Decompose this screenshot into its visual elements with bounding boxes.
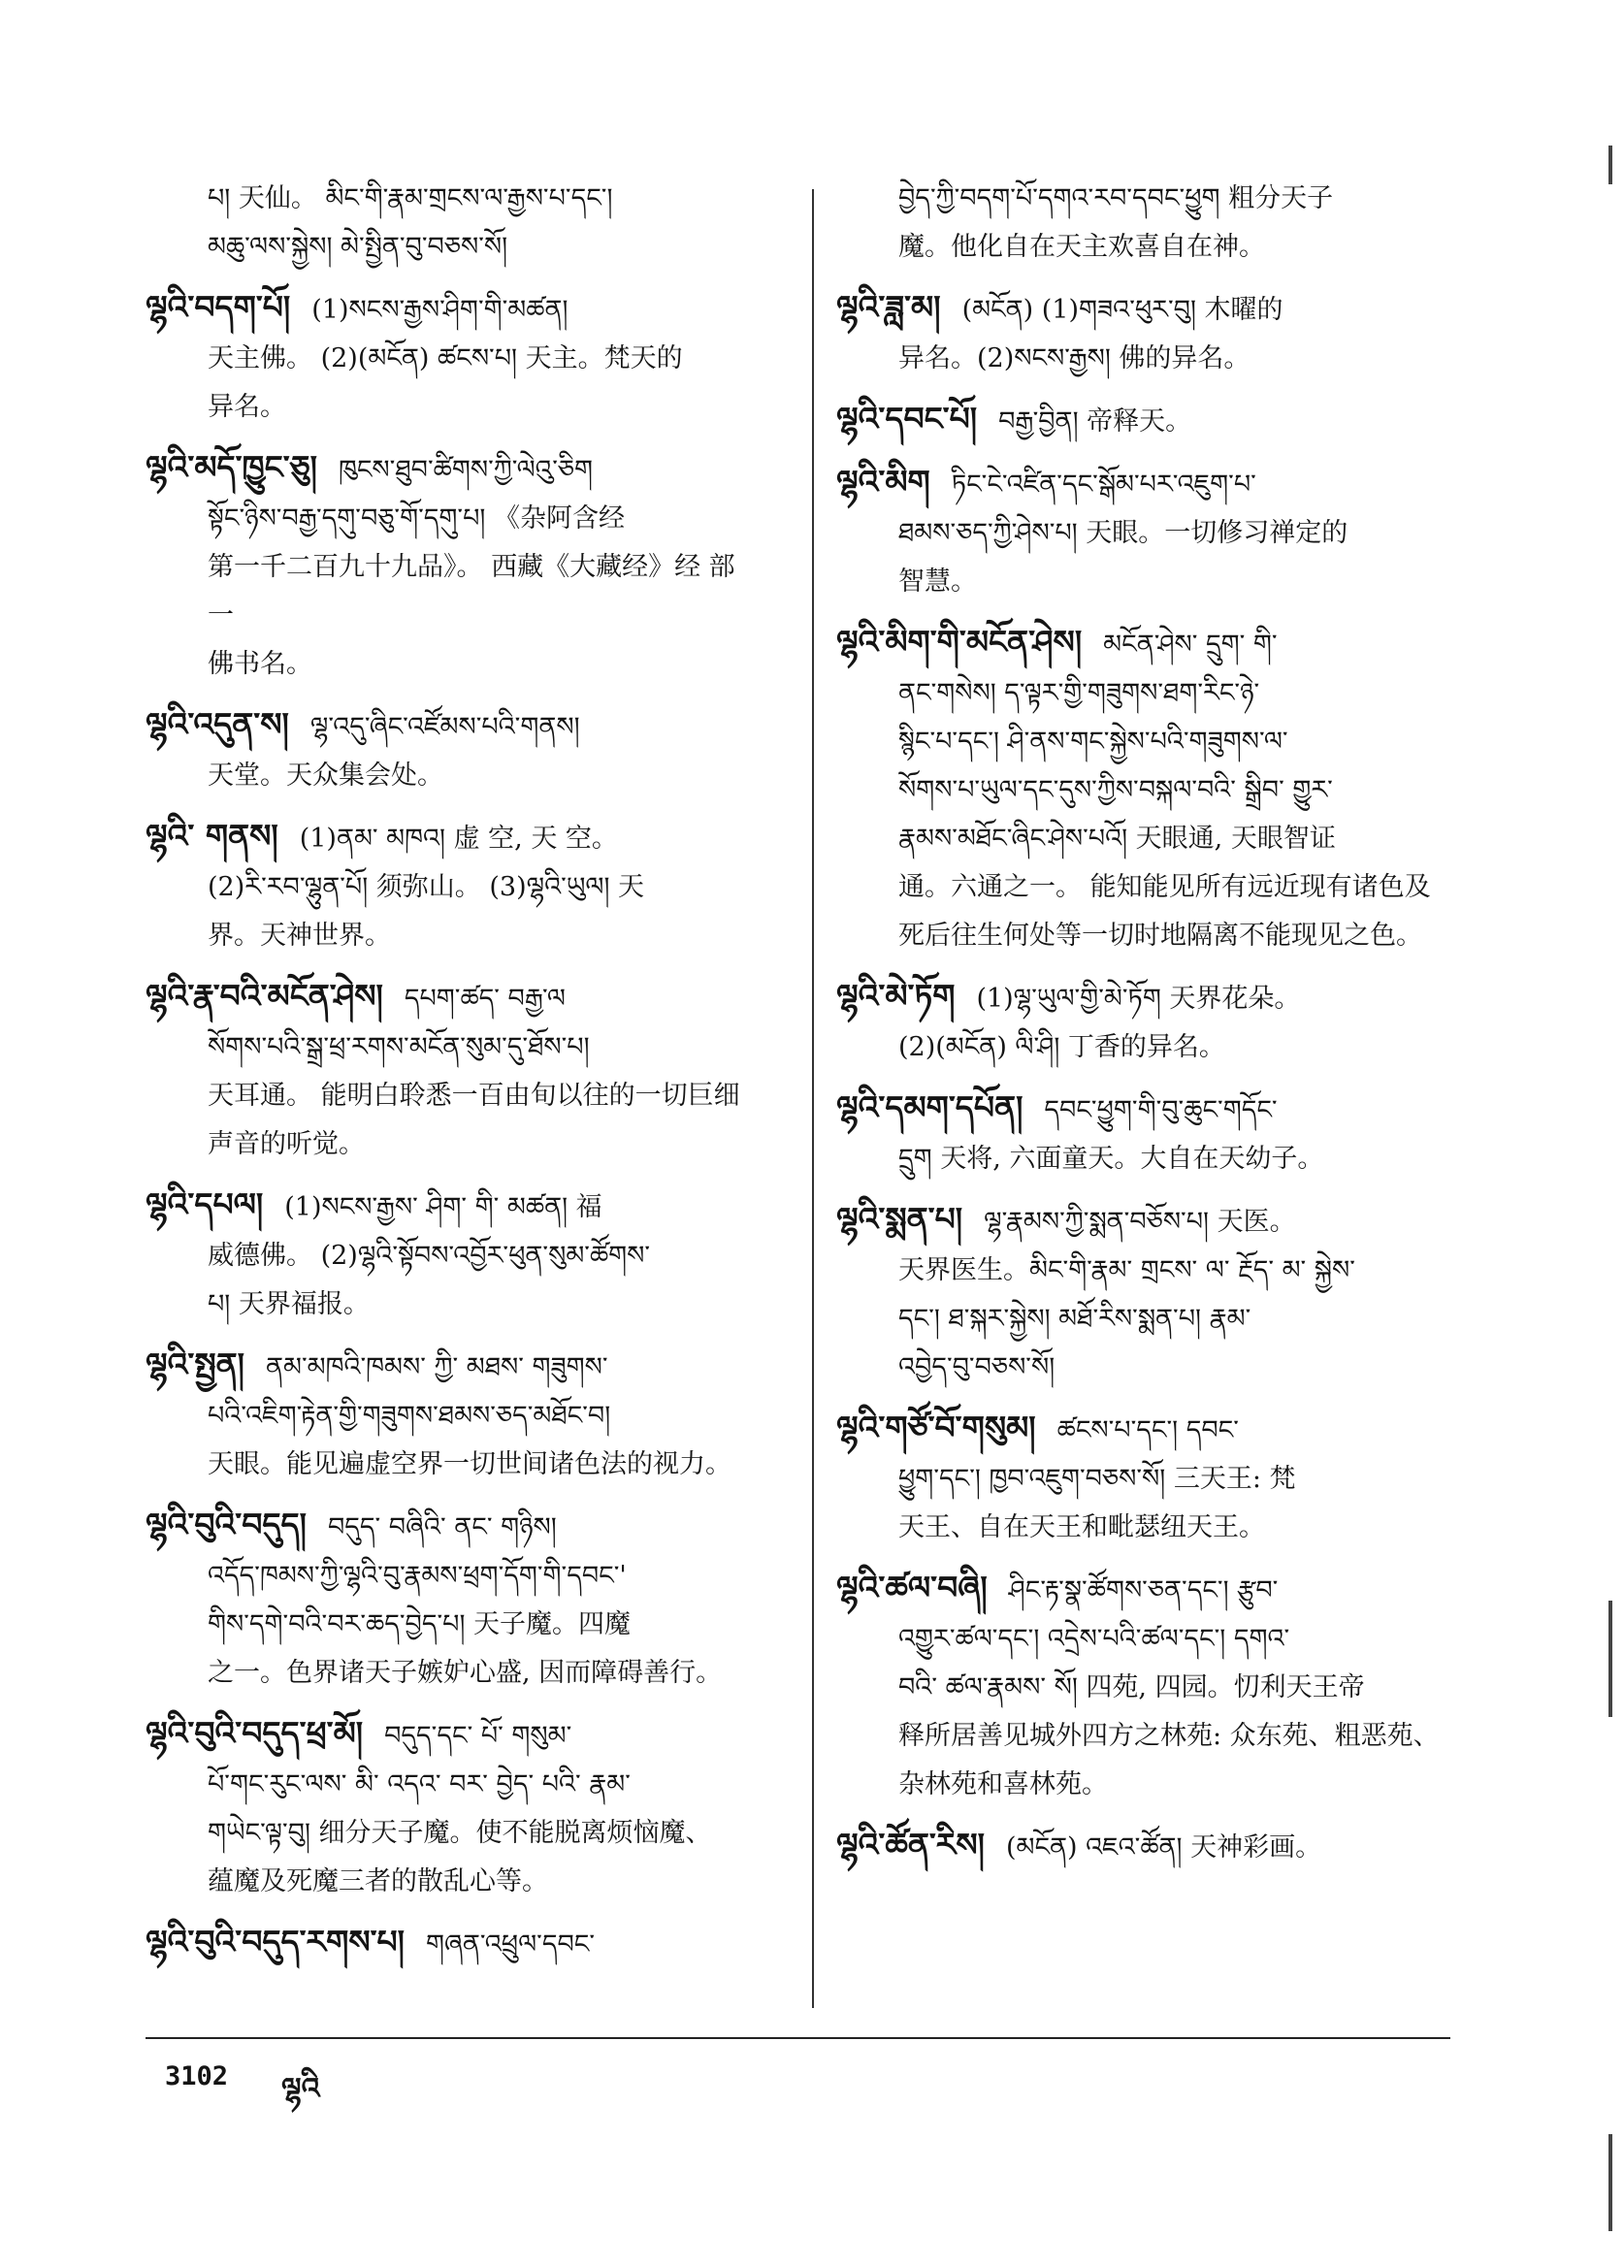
dictionary-entry [836,283,1457,383]
entry-text: ཁུངས་ཐུབ་ཚིགས་ཀྱི་ལེའུ་ཅིག [338,455,594,485]
entry-headword: ལྷའི་བུའི་བདུད། [146,1506,307,1543]
dictionary-entry [836,1195,1457,1392]
entry-text: གཞན་འཕྲུལ་དབང་ [426,1929,596,1960]
entry-text: (2)(མངོན) ལི་ཤི། 丁香的异名。 [898,1032,1225,1062]
dictionary-entry [146,283,766,432]
entry-headword: ལྷའི་ཚོན་རིས། [836,1826,985,1863]
entry-text: 天主佛。 (2)(མངོན) ཚངས་པ། 天主。梵天的 [208,343,683,373]
entry-text: 第一千二百九十九品》。 西藏《大藏经》经 部 一 [208,552,735,631]
dictionary-entry [146,175,766,272]
entry-text: 天耳通。 能明白聆悉一百由旬以往的一切巨细 [208,1081,740,1111]
entry-headword: ལྷའི་ གནས། [146,817,278,855]
entry-headword: ལྷའི་མིག་གི་མངོན་ཤེས། [836,623,1083,661]
dictionary-entry [836,395,1457,446]
entry-text: དྲུག 天将, 六面童天。大自在天幼子。 [898,1144,1324,1174]
entry-text: 天堂。天众集会处。 [208,761,443,791]
scan-edge-mark [1608,1601,1612,1717]
entry-text: 天眼。能见遍虚空界一切世间诸色法的视力。 [208,1449,731,1479]
entry-text: (མངོན) (1)གཟའ་ཕུར་བུ། 木曜的 [961,295,1283,325]
entry-text: སྙིང་པ་དང་། ཤི་ནས་གང་སྐྱེས་པའི་གཟུགས་ལ་ [898,727,1288,757]
entry-text: ཚངས་པ་དང་། དབང་ [1056,1415,1239,1445]
entry-text: 释所居善见城外四方之林苑: 众东苑、粗恶苑、 [898,1721,1440,1751]
dictionary-entry [146,700,766,800]
entry-text: (2)རི་རབ་ལྷུན་པོ། 须弥山。 (3)ལྷའི་ཡུལ། 天 [208,872,645,902]
dictionary-entry [146,1709,766,1906]
entry-text: 通。六通之一。 能知能见所有远近现有诸色及 [898,872,1431,902]
entry-text: 杂林苑和喜林苑。 [898,1769,1108,1799]
entry-headword: ལྷའི་བདག་པོ། [146,288,291,326]
entry-text: (1)ལྷ་ཡུལ་གྱི་མེ་ཏོག 天界花朵。 [976,984,1301,1014]
entry-text: དང་། ཐ་སྐར་སྐྱེས། མཐོ་རིས་སྨན་པ། རྣམ་ [898,1304,1251,1334]
entry-text: གཡེང་ལྟ་བུ། 细分天子魔。使不能脱离烦恼魔、 [208,1818,712,1848]
entry-text: ཏིང་ངེ་འཛིན་དང་སྒོམ་པར་འཇུག་པ་ [951,470,1256,500]
entry-text: ནམ་མཁའི་ཁམས་ ཀྱི་ མཐས་ གཟུགས་ [265,1352,608,1382]
entry-text: ལྷ་རྣམས་ཀྱི་སྨན་བཅོས་པ། 天医。 [984,1207,1296,1237]
entry-text: ཕྱུག་དང་། ཁྱབ་འཇུག་བཅས་སོ། 三天王: 梵 [898,1464,1296,1494]
entry-text: ཤིང་རྟ་སྣ་ཚོགས་ཅན་དང་། རྩུབ་ [1008,1575,1279,1605]
scan-edge-mark [1608,146,1612,184]
dictionary-entry [146,812,766,960]
dictionary-entry [836,1821,1457,1872]
entry-text: བདུད་ བཞིའི་ ནང་ གཉིས། [327,1512,557,1542]
entry-text: 界。天神世界。 [208,921,391,951]
entry-headword: ལྷའི་སྨན་པ། [836,1200,963,1238]
entry-text: 佛书名。 [208,649,312,679]
entry-headword: ལྷའི་བུའི་བདུད་རགས་པ། [146,1923,406,1960]
entry-headword: ལྷའི་རྣ་བའི་མངོན་ཤེས། [146,977,383,1015]
dictionary-entry [146,443,766,689]
entry-text: པའི་འཇིག་རྟེན་གྱི་གཟུགས་ཐམས་ཅད་མཐོང་བ། [208,1401,611,1431]
left-column [146,175,766,1981]
entry-text: ལྷ་འདུ་ཞིང་འཛོམས་པའི་གནས། [309,712,580,742]
dictionary-entry [146,1918,766,1969]
dictionary-entry [836,1084,1457,1183]
scan-edge-mark [1608,2134,1612,2231]
dictionary-entry [836,1404,1457,1552]
entry-headword: ལྷའི་མིག [836,463,930,501]
dictionary-entry [836,458,1457,606]
right-column [836,175,1457,1884]
dictionary-entry [146,1341,766,1489]
entry-headword: ལྷའི་བུའི་བདུད་ཕྲ་མོ། [146,1714,364,1752]
entry-text: བའི་ ཚལ་རྣམས་ སོ། 四苑, 四园。忉利天王帝 [898,1672,1365,1702]
entry-text: 死后往生何处等一切时地隔离不能现见之色。 [898,921,1422,951]
entry-text: 天王、自在天王和毗瑟纽天王。 [898,1512,1265,1542]
dictionary-entry [836,618,1457,960]
entry-text: 天界医生。མིང་གི་རྣམ་ གྲངས་ ལ་ རྔོད་ མ་ སྐྱེས་ [898,1255,1355,1285]
entry-text: བརྒྱ་བྱིན། 帝释天。 [998,406,1192,437]
entry-text: མཆུ་ལས་སྐྱེས། མེ་སྤྱིན་བུ་བཅས་སོ། [208,232,508,262]
entry-text: མངོན་ཤེས་ དྲུག་ གི་ [1103,630,1278,660]
dictionary-entry [836,175,1457,272]
entry-headword: ལྷའི་སྤྱན། [146,1345,244,1383]
entry-text: གིས་དགེ་བའི་བར་ཆད་བྱེད་པ། 天子魔。四魔 [208,1609,632,1639]
entry-headword: ལྷའི་འདུན་ས། [146,705,289,743]
entry-headword: ལྷའི་གཙོ་བོ་གསུམ། [836,1409,1036,1446]
dictionary-entry [836,972,1457,1072]
entry-headword: ལྷའི་ཚལ་བཞི། [836,1569,988,1606]
entry-text: དཔག་ཚད་ བརྒྱ་ལ [404,984,566,1014]
entry-headword: ལྷའི་དཔལ། [146,1185,264,1223]
dictionary-entry [836,1564,1457,1809]
entry-text: ཐམས་ཅད་ཀྱི་ཤེས་པ། 天眼。一切修习禅定的 [898,518,1348,548]
entry-headword: ལྷའི་མེ་ཏོག [836,977,956,1015]
column-divider [812,189,814,2008]
entry-text: སོགས་པའི་སྒྲ་ཕྲ་རགས་མངོན་སུམ་དུ་ཐོས་པ། [208,1032,590,1062]
entry-text: 异名。 [208,392,286,422]
entry-text: 声音的听觉。 [208,1129,365,1159]
entry-text: པོ་གང་རུང་ལས་ མི་ འདའ་ བར་ བྱེད་ པའི་ རྣམ་ [208,1769,631,1799]
entry-text: རྣམས་མཐོང་ཞིང་ཤེས་པའོ། 天眼通, 天眼智证 [898,824,1336,854]
entry-headword: ལྷའི་དབང་པོ། [836,400,978,437]
entry-text: པ། 天仙。 མིང་གི་རྣམ་གྲངས་ལ་རྒྱས་པ་དང་། [208,183,613,213]
entry-text: འགྱུར་ཚལ་དང་། འདྲེས་པའི་ཚལ་དང་། དགའ་ [898,1624,1290,1654]
footer-rule [146,2037,1450,2039]
entry-text: དབང་ཕྱུག་གི་བུ་ཆུང་གདོང་ [1044,1095,1278,1125]
entry-text: 异名。(2)སངས་རྒྱས། 佛的异名。 [898,343,1250,373]
entry-headword: ལྷའི་ཟླ་མ། [836,288,941,326]
dictionary-entry [146,1181,766,1329]
dictionary-entry [146,972,766,1169]
entry-text: སོགས་པ་ཡུལ་དང་དུས་ཀྱིས་བསྐལ་བའི་ སྒྲིབ་ གྱུར་ [898,775,1333,805]
entry-text: (1)ནམ་ མཁའ། 虚 空, 天 空。 [299,824,618,854]
entry-text: པ། 天界福报。 [208,1289,370,1319]
page-number: 3102 [165,2061,229,2091]
entry-text: (མངོན) འཇའ་ཚོན། 天神彩画。 [1005,1832,1322,1863]
entry-text: 魔。他化自在天主欢喜自在神。 [898,232,1265,262]
entry-headword: ལྷའི་དམག་དཔོན། [836,1088,1023,1126]
entry-text: 威德佛。 (2)ལྷའི་སྟོབས་འབྱོར་ཕུན་སུམ་ཚོགས་ [208,1241,651,1271]
entry-text: 之一。色界诸天子嫉妒心盛, 因而障碍善行。 [208,1658,723,1688]
entry-text: (1)སངས་རྒྱས་ ཤིག་ གི་ མཚན། 福 [284,1192,602,1222]
entry-text: 智慧。 [898,567,977,597]
dictionary-entry [146,1501,766,1698]
entry-text: ནང་གསེས། ད་ལྟར་གྱི་གཟུགས་ཐག་རིང་ཉེ་ [898,678,1260,708]
entry-text: བདུད་དང་ པོ་ གསུམ་ [384,1721,572,1751]
entry-text: བྱེད་ཀྱི་བདག་པོ་དགའ་རབ་དབང་ཕྱུག 粗分天子 [898,183,1334,213]
entry-text: འབྱེད་བུ་བཅས་སོ། [898,1352,1056,1382]
entry-text: འདོད་ཁམས་ཀྱི་ལྷའི་བུ་རྣམས་ཕྲག་དོག་གི་དབང་' [208,1561,627,1591]
entry-headword: ལྷའི་མདོ་ཁྱུང་ཅུ། [146,448,317,486]
entry-text: (1)སངས་རྒྱས་ཤིག་གི་མཚན། [311,295,568,325]
entry-text: 蕴魔及死魔三者的散乱心等。 [208,1866,548,1896]
entry-text: སྟོང་ཉིས་བརྒྱ་དགུ་བཅུ་གོ་དགུ་པ། 《杂阿含经 [208,503,625,534]
running-head: ལྷའི [281,2072,320,2106]
